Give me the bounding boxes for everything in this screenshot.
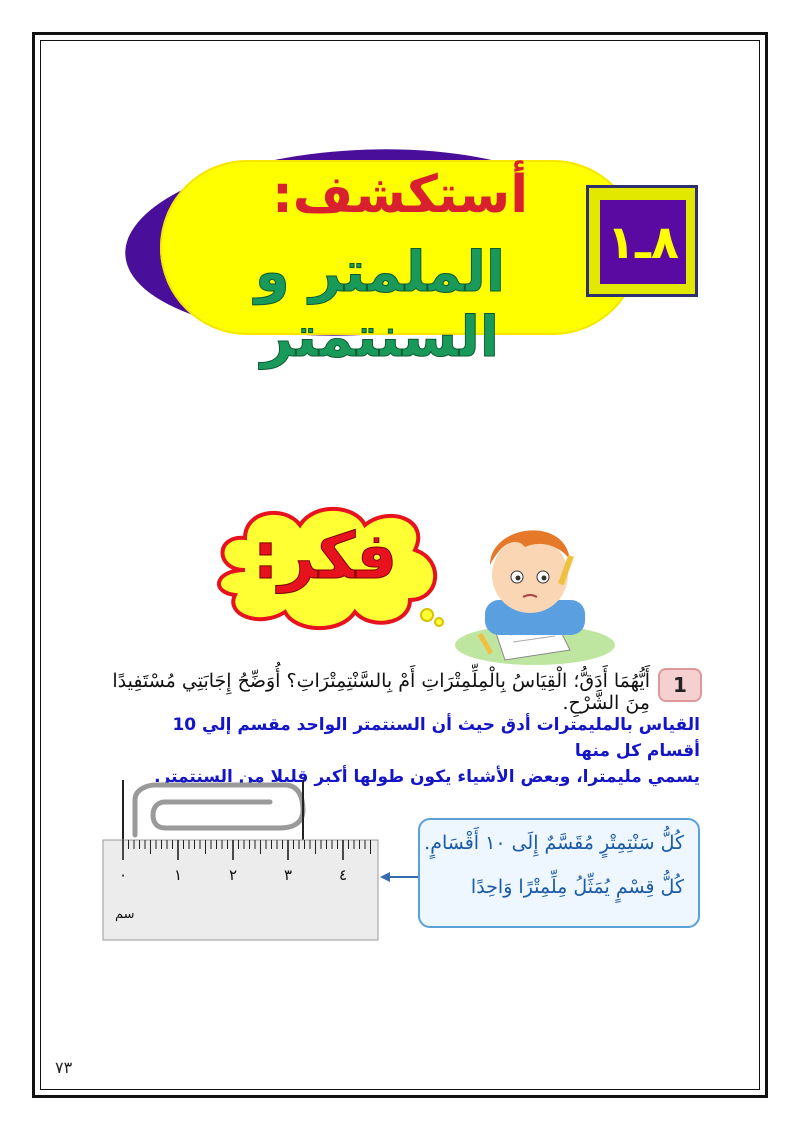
think-label: فكر: <box>252 520 398 594</box>
paperclip-icon <box>135 785 303 835</box>
answer-line-2: يسمي مليمترا، وبعض الأشياء يكون طولها أكبر قليلا من السنتمتر. <box>154 767 700 787</box>
question-text: أَيُّهُمَا أَدَقُّ؛ الْقِيَاسُ بِالْمِلِّمِتْرَاتِ أَمْ بِالسَّنْتِمِتْرَاتِ؟ أُوَضِّحُ إِجَابَتِي مُسْتَفِيدًا مِنَ الشَّرْحِ. <box>112 670 650 714</box>
callout-line-2: كُلُّ قِسْمٍ يُمَثِّلُ مِلِّمِتْرًا وَاحِدًا <box>470 876 684 898</box>
callout-line-1: كُلُّ سَنْتِمِتْرٍ مُقَسَّمٌ إِلَى ١٠ أَقْسَامٍ. <box>424 832 684 854</box>
title-explore: أستكشف: <box>271 165 529 225</box>
ruler-callout-box <box>418 818 700 928</box>
ruler-illustration <box>95 780 380 945</box>
ruler-label: ١ <box>173 866 183 884</box>
answer-line-1: القياس بالمليمترات أدق حيث أن السنتمتر الواحد مقسم إلي 10 أقسام كل منها <box>172 715 700 761</box>
ruler-label: ٣ <box>283 866 293 884</box>
arrow-icon <box>380 870 420 884</box>
ruler-label: ٤ <box>338 866 348 884</box>
question-number-badge: 1 <box>658 668 702 702</box>
ruler-label: ٢ <box>228 866 238 884</box>
page-number: ٧٣ <box>55 1058 73 1077</box>
title-topic: الملمتر و السنتمتر <box>254 240 506 370</box>
thinking-kid-illustration <box>445 505 615 665</box>
ruler-label: ٠ <box>118 866 128 884</box>
ruler-unit: سم <box>115 907 135 922</box>
lesson-number: ٨ـ١ <box>600 200 686 284</box>
answer-text <box>118 712 700 790</box>
